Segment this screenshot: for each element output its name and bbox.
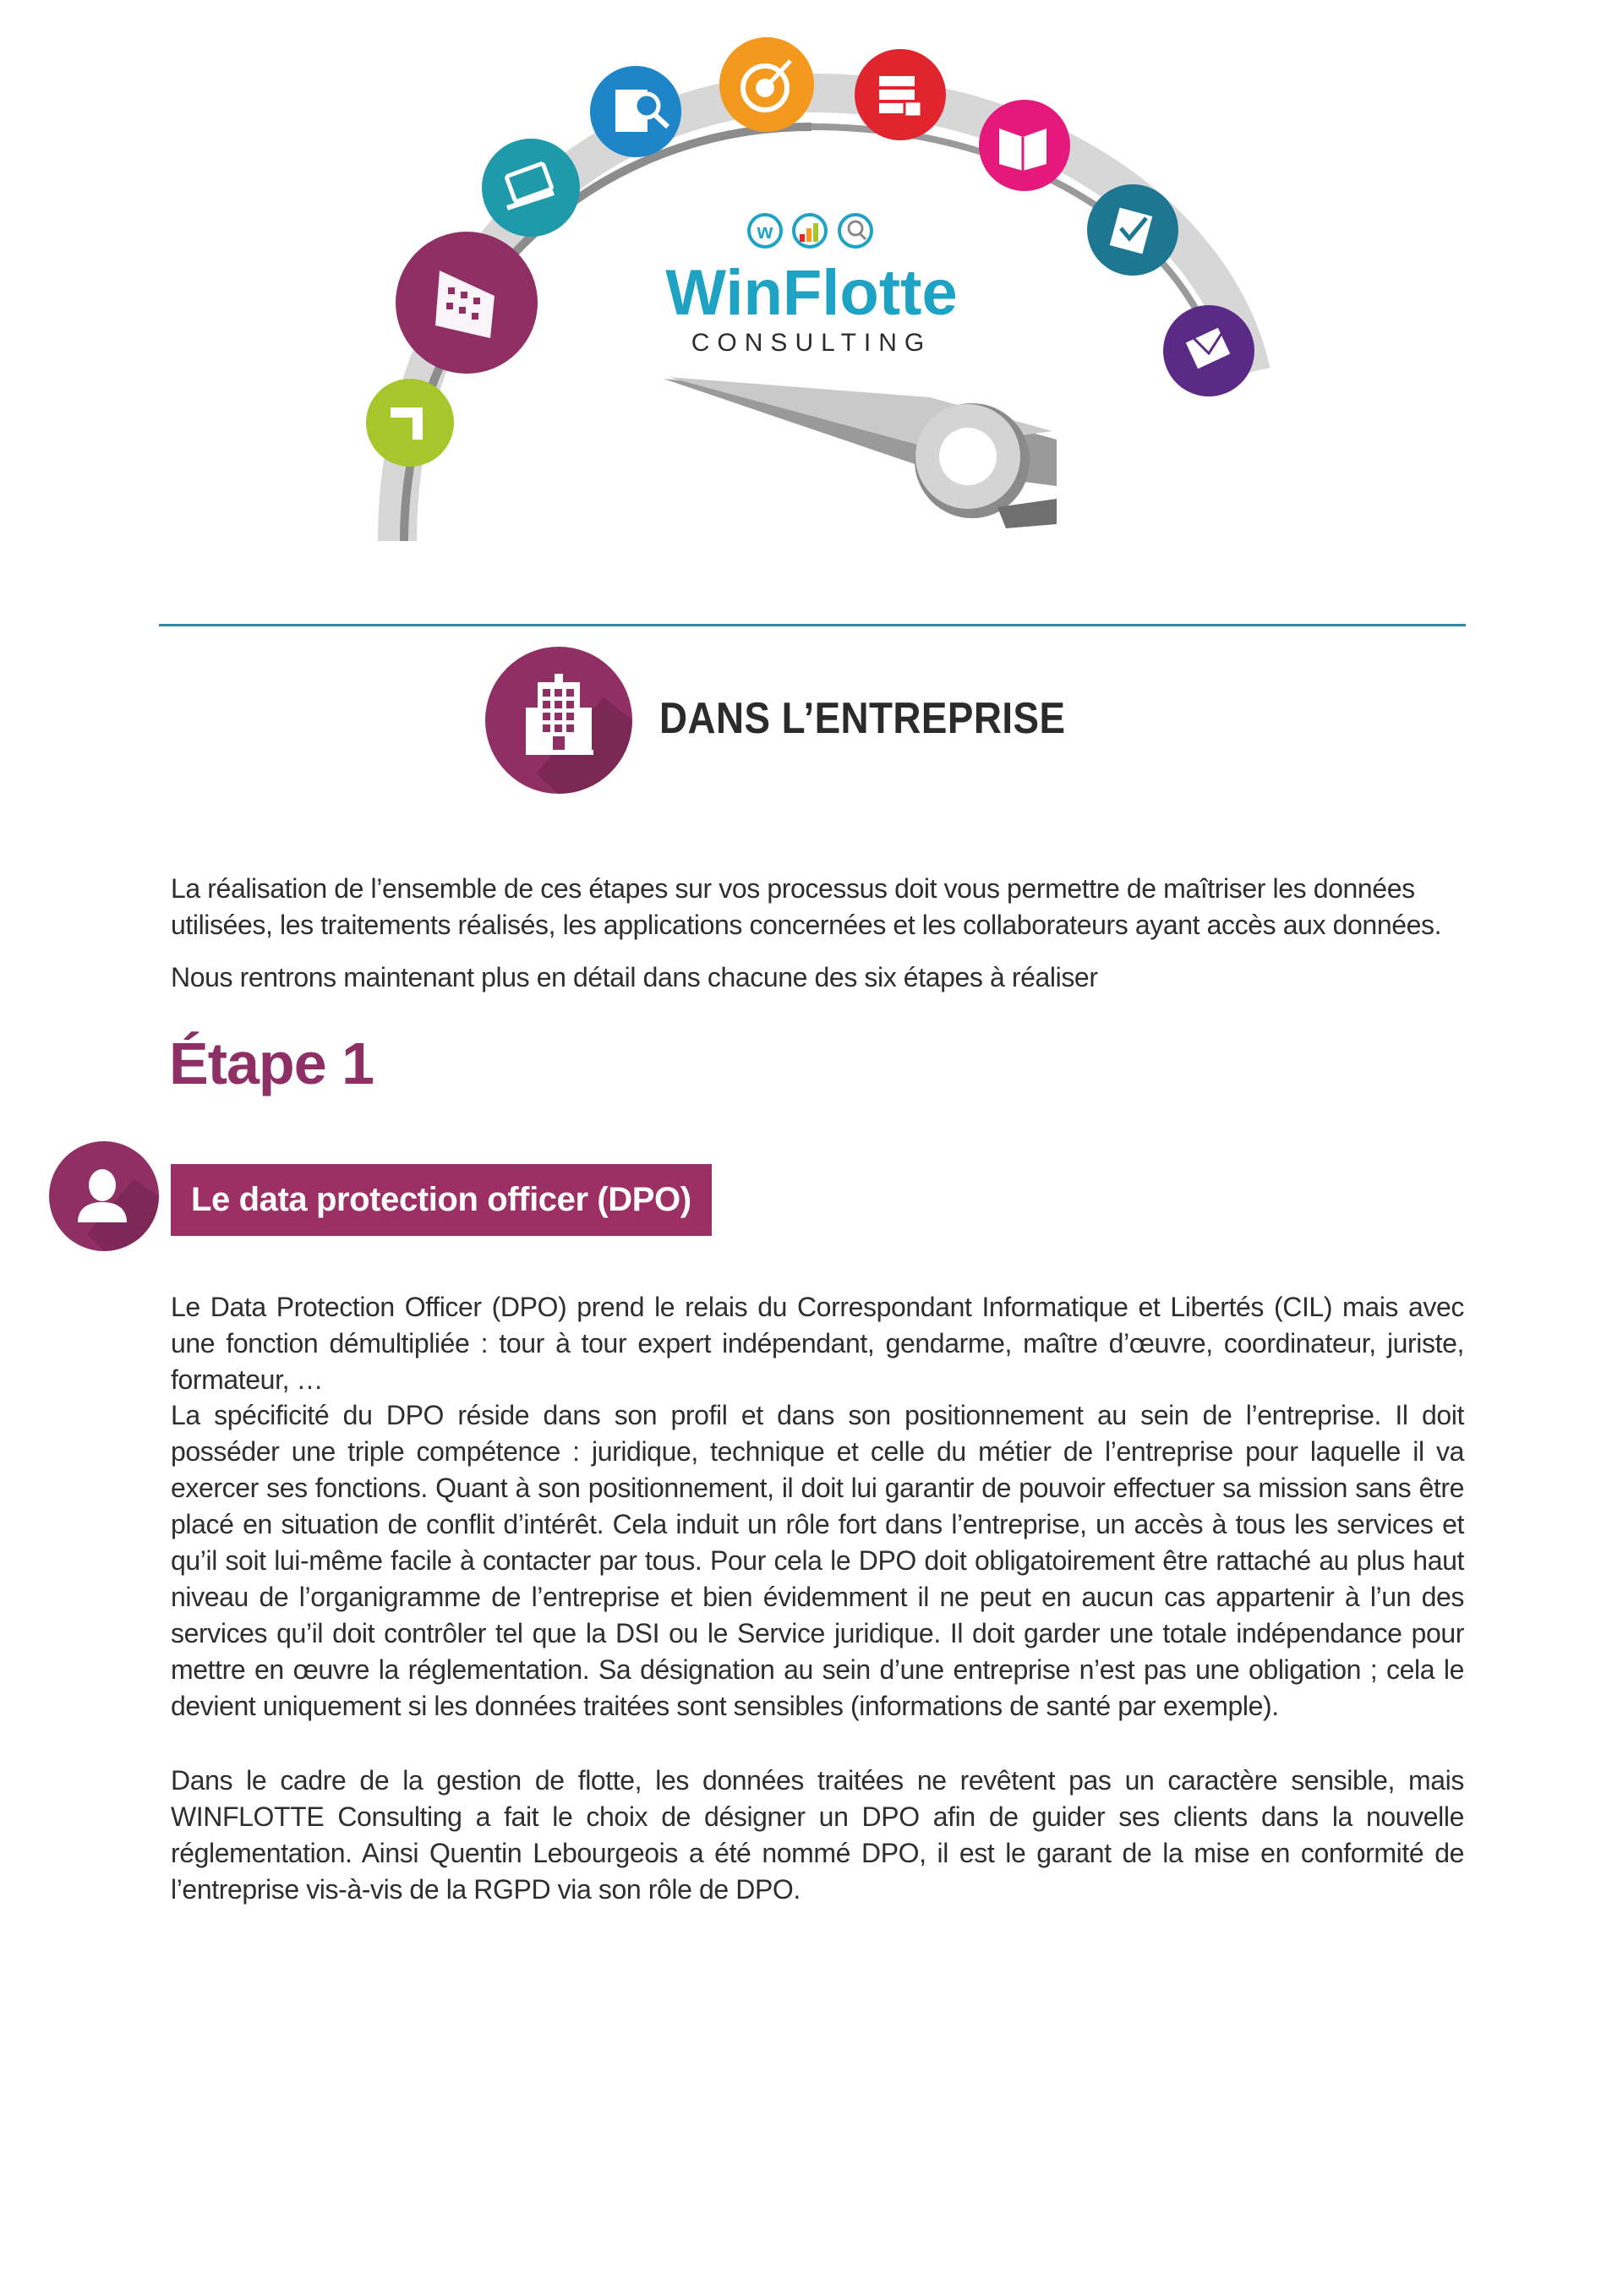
document-search-icon	[590, 66, 681, 157]
building-icon	[396, 232, 538, 374]
step-subtitle-banner	[171, 1164, 712, 1236]
building-icon	[485, 647, 632, 794]
brand-subtitle: CONSULTING	[691, 329, 932, 357]
checklist-icon	[1087, 184, 1178, 276]
intro-paragraph: La réalisation de l’ensemble de ces étapes sur vos processus doit vous permettre de maîtriser les données utilisées, les traitements réalisés, les applications concernées et les collaborateurs ayant accès aux données.	[171, 873, 1442, 940]
gauge-needle	[664, 377, 1057, 528]
arrow-icon	[366, 379, 454, 467]
body-paragraph: Le Data Protection Officer (DPO) prend le relais du Correspondant Informatique et Libertés (CIL) mais avec une fonction démultipliée : tour à tour expert indépendant, gendarme, maître d’œuvre, coordinateur, juriste, formateur, …	[171, 1292, 1464, 1395]
laptop-icon	[482, 139, 580, 237]
section-title: DANS L’ENTREPRISE	[659, 694, 1066, 743]
person-icon	[49, 1141, 159, 1251]
target-icon	[719, 37, 814, 132]
body-paragraph: Dans le cadre de la gestion de flotte, les données traitées ne revêtent pas un caractère sensible, mais WINFLOTTE Consulting a fait le choix de désigner un DPO afin de guider ses clients dans la nouvelle réglementation. Ainsi Quentin Lebourgeois a été nommé DPO, il est le garant de la mise en conformité de l’entreprise vis-à-vis de la RGPD via son rôle de DPO.	[171, 1765, 1464, 1905]
body-paragraph: La spécificité du DPO réside dans son profil et dans son positionnement au sein de l’entreprise. Il doit posséder une triple compétence : juridique, technique et celle du métier de l’entreprise pour laquelle il va exercer ses fonctions. Quant à son positionnement, il doit lui garantir de pouvoir effectuer sa mission sans être placé en situation de conflit d’intérêt. Cela induit un rôle fort dans l’entreprise, un accès à tous les services et qu’il soit lui-même facile à contacter par tous. Pour cela le DPO doit obligatoirement être rattaché au plus haut niveau de l’organigramme de l’entreprise et bien évidemment il ne peut en aucun cas appartenir à l’un des services qu’il doit contrôler tel que la DSI ou le Service juridique. Il doit garder une totale indépendance pour mettre en œuvre la réglementation. Sa désignation au sein d’une entreprise n’est pas une obligation ; cela le devient uniquement si les données traitées sont sensibles (informations de santé par exemple).	[171, 1400, 1464, 1721]
intro-paragraph: Nous rentrons maintenant plus en détail dans chacune des six étapes à réaliser	[171, 962, 1098, 992]
step-subtitle: Le data protection officer (DPO)	[191, 1181, 691, 1218]
logo-icons	[749, 215, 872, 247]
brand-name: WinFlotte	[665, 257, 958, 329]
server-lock-icon	[855, 49, 946, 140]
step-title: Étape 1	[169, 1030, 374, 1096]
header-illustration	[0, 0, 1623, 592]
svg-text:w: w	[757, 221, 773, 243]
section-divider	[159, 624, 1466, 626]
envelope-icon	[1163, 305, 1254, 396]
book-icon	[979, 100, 1070, 191]
